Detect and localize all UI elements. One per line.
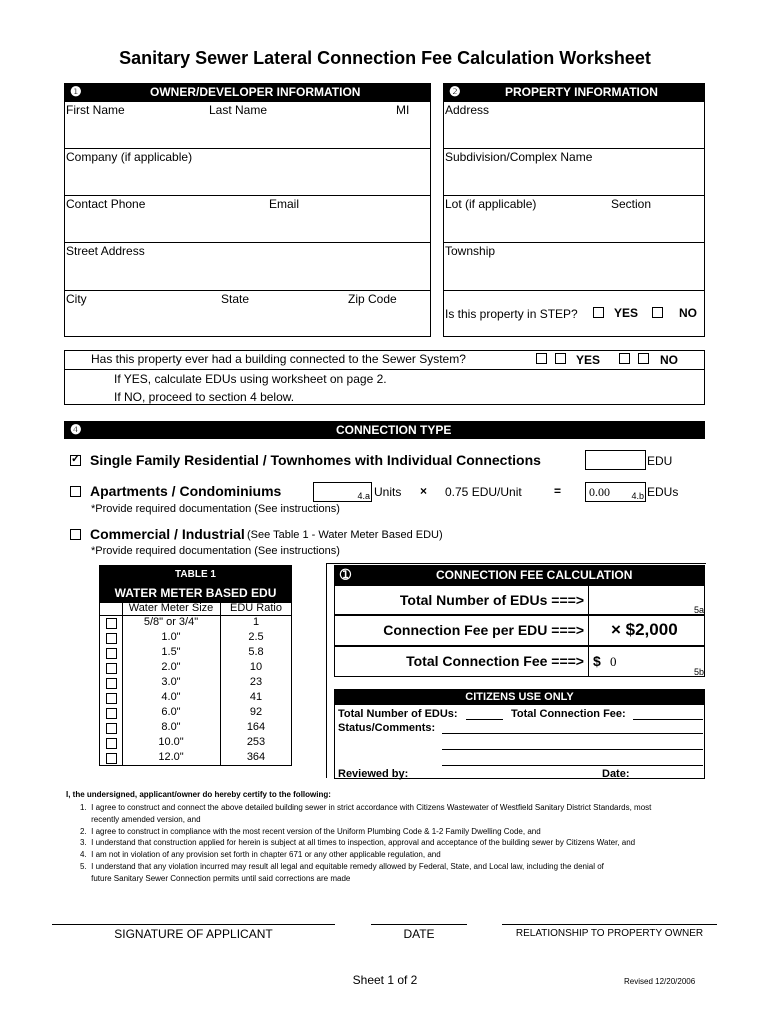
signature-date-label: DATE [403, 927, 435, 941]
connection-type-title: CONNECTION TYPE [336, 423, 452, 437]
citizens-date-label: Date: [602, 768, 630, 780]
table1-col-ratio: EDU Ratio [230, 602, 282, 614]
email-field[interactable]: Email [269, 197, 300, 211]
single-family-edu-input[interactable] [585, 450, 646, 470]
citizens-reviewed-label: Reviewed by: [338, 768, 409, 780]
connection-type-header [64, 421, 705, 439]
owner-section-header [64, 83, 431, 101]
section-field[interactable]: Section [611, 197, 652, 211]
table1-edu-ratio: 2.5 [248, 631, 264, 643]
apartment-edus-unit: EDUs [647, 485, 679, 499]
units-label: Units [374, 485, 402, 499]
if-yes-instruction: If YES, calculate EDUs using worksheet on page 2. [114, 372, 387, 386]
apartments-docs-note: *Provide required documentation (See instructions) [91, 503, 340, 515]
table1-row-checkbox[interactable] [106, 648, 117, 659]
table1-row-checkbox[interactable] [106, 738, 117, 749]
fee-per-edu-label: Connection Fee per EDU ===> [383, 622, 584, 638]
revised-date: Revised 12/20/2006 [624, 977, 696, 986]
table1-meter-size: 2.0" [161, 661, 181, 673]
table1-meter-size: 12.0" [158, 751, 184, 763]
dollar-sign: $ [593, 653, 601, 669]
commercial-docs-note: *Provide required documentation (See instructions) [91, 545, 340, 557]
table1-meter-size: 3.0" [161, 676, 181, 688]
street-address-field[interactable]: Street Address [66, 244, 145, 258]
state-field[interactable]: State [221, 292, 250, 306]
sheet-number: Sheet 1 of 2 [352, 973, 418, 987]
mi-field[interactable]: MI [396, 103, 410, 117]
citizens-status-label: Status/Comments: [338, 722, 436, 734]
table1-row-checkbox[interactable] [106, 708, 117, 719]
sewer-no-checkbox-a[interactable] [619, 353, 630, 364]
owner-section-title: OWNER/DEVELOPER INFORMATION [150, 85, 361, 99]
fee-calc-title: CONNECTION FEE CALCULATION [436, 568, 633, 582]
table1-edu-ratio: 1 [252, 616, 260, 628]
fee-per-edu-value: × $2,000 [611, 620, 678, 639]
apartments-checkbox[interactable] [70, 486, 81, 497]
field-4a-label: 4.a [357, 491, 370, 501]
sewer-yes-label: YES [576, 353, 601, 367]
first-name-field[interactable]: First Name [66, 103, 125, 117]
commercial-checkbox[interactable] [70, 529, 81, 540]
subdivision-field[interactable]: Subdivision/Complex Name [445, 150, 593, 164]
property-section-title: PROPERTY INFORMATION [505, 85, 658, 99]
apartment-edu-output [585, 482, 646, 502]
table1-edu-ratio: 253 [246, 736, 266, 748]
table1-meter-size: 10.0" [158, 736, 184, 748]
zip-field[interactable]: Zip Code [348, 292, 397, 306]
certify-item: recently amended version, and [80, 814, 201, 824]
lot-field[interactable]: Lot (if applicable) [445, 197, 537, 211]
table1-meter-size: 1.0" [161, 631, 181, 643]
section-5-number: ➀ [340, 567, 351, 582]
table1-col-size: Water Meter Size [128, 602, 214, 614]
field-5b-label: 5b [694, 667, 705, 677]
table1-row-checkbox[interactable] [106, 723, 117, 734]
table1-row-checkbox[interactable] [106, 693, 117, 704]
table1-meter-size: 4.0" [161, 691, 181, 703]
signature-date-field[interactable] [371, 895, 467, 923]
single-family-edu-unit: EDU [647, 454, 673, 468]
certify-item: 5. I understand that any violation incurred may result all legal and equitable remedy allowed by Federal, State, and Local law, including the denial of [80, 862, 604, 871]
table1-label: TABLE 1 [99, 565, 292, 585]
units-input[interactable] [313, 482, 372, 502]
table1-meter-size: 1.5" [161, 646, 181, 658]
times-symbol: × [420, 484, 428, 498]
table1-meter-size: 5/8" or 3/4" [143, 616, 199, 628]
sewer-no-label: NO [660, 353, 678, 367]
address-field[interactable]: Address [445, 103, 490, 117]
certify-item: future Sanitary Sewer Connection permits until said corrections are made [80, 873, 351, 883]
sewer-history-question: Has this property ever had a building connected to the Sewer System? [91, 352, 466, 366]
step-yes-label: YES [614, 306, 639, 320]
apartment-edu-value: 0.00 [589, 485, 610, 499]
section-4-number: ❹ [70, 422, 82, 437]
city-field[interactable]: City [66, 292, 87, 306]
field-5a-label: 5a [694, 605, 705, 615]
relationship-field[interactable] [502, 895, 717, 923]
commercial-note: (See Table 1 - Water Meter Based EDU) [247, 529, 443, 541]
citizens-total-edus-label: Total Number of EDUs: [338, 708, 458, 720]
table1-row-checkbox[interactable] [106, 663, 117, 674]
section-2-number: ❷ [449, 84, 461, 99]
apartments-label: Apartments / Condominiums [90, 483, 282, 499]
fee-calc-header [334, 565, 705, 585]
signature-applicant-field[interactable] [52, 895, 335, 923]
table1-edu-ratio: 364 [246, 751, 266, 763]
total-edus-value[interactable] [589, 586, 704, 614]
section-1-number: ❶ [70, 84, 82, 99]
sewer-no-checkbox[interactable] [638, 353, 649, 364]
table1-row-checkbox[interactable] [106, 618, 117, 629]
township-field[interactable]: Township [445, 244, 496, 258]
company-field[interactable]: Company (if applicable) [66, 150, 193, 164]
signature-applicant-label: SIGNATURE OF APPLICANT [114, 927, 273, 941]
if-no-instruction: If NO, proceed to section 4 below. [114, 390, 295, 404]
table1-edu-ratio: 164 [246, 721, 266, 733]
property-section-header [443, 83, 705, 101]
certify-item: 4. I am not in violation of any provision set forth in chapter 671 or any other applicable regulation, and [80, 850, 441, 860]
rate-label: 0.75 EDU/Unit [445, 485, 522, 499]
step-question: Is this property in STEP? [445, 307, 578, 321]
step-no-checkbox[interactable] [652, 307, 663, 318]
relationship-label: RELATIONSHIP TO PROPERTY OWNER [515, 928, 704, 939]
table1-edu-ratio: 10 [249, 661, 263, 673]
total-edus-label: Total Number of EDUs ===> [399, 592, 584, 608]
step-yes-checkbox[interactable] [593, 307, 604, 318]
table1-meter-size: 8.0" [161, 721, 181, 733]
page-title: Sanitary Sewer Lateral Connection Fee Calculation Worksheet [119, 48, 651, 68]
single-family-checkbox[interactable] [70, 455, 81, 466]
total-fee-value: 0 [610, 654, 617, 669]
citizens-header: CITIZENS USE ONLY [334, 689, 705, 705]
contact-phone-field[interactable]: Contact Phone [66, 197, 146, 211]
table1-edu-ratio: 5.8 [248, 646, 264, 658]
sewer-yes-checkbox[interactable] [555, 353, 566, 364]
field-4b-label: 4.b [631, 491, 644, 501]
last-name-field[interactable]: Last Name [209, 103, 268, 117]
table1-meter-size: 6.0" [161, 706, 181, 718]
total-fee-label: Total Connection Fee ===> [406, 653, 584, 669]
certify-item: 1. I agree to construct and connect the above detailed building sewer in strict accordance with Citizens Wastewater of Westfield Sanitary District Standards, most [80, 803, 652, 812]
certify-item: 3. I understand that construction applied for herein is subject at all times to inspection, approval and acceptance of the building sewer by Citizens Water, and [80, 838, 636, 848]
table1-row-checkbox[interactable] [106, 633, 117, 644]
table1-row-checkbox[interactable] [106, 753, 117, 764]
sewer-yes-checkbox-a[interactable] [536, 353, 547, 364]
table1-edu-ratio: 23 [249, 676, 263, 688]
table1-edu-ratio: 92 [249, 706, 263, 718]
equals-symbol: = [554, 484, 562, 498]
commercial-label: Commercial / Industrial [90, 526, 245, 542]
step-no-label: NO [679, 306, 697, 320]
table1-edu-ratio: 41 [249, 691, 263, 703]
table1-row-checkbox[interactable] [106, 678, 117, 689]
citizens-total-fee-label: Total Connection Fee: [511, 708, 626, 720]
single-family-label: Single Family Residential / Townhomes with Individual Connections [90, 452, 541, 468]
certify-item: 2. I agree to construct in compliance with the most recent version of the Uniform Plumbing Code & 1-2 Family Dwelling Code, and [80, 826, 541, 836]
certify-intro: I, the undersigned, applicant/owner do hereby certify to the following: [66, 790, 331, 799]
property-info-box [443, 101, 705, 337]
table1-header: WATER METER BASED EDU [99, 585, 292, 602]
